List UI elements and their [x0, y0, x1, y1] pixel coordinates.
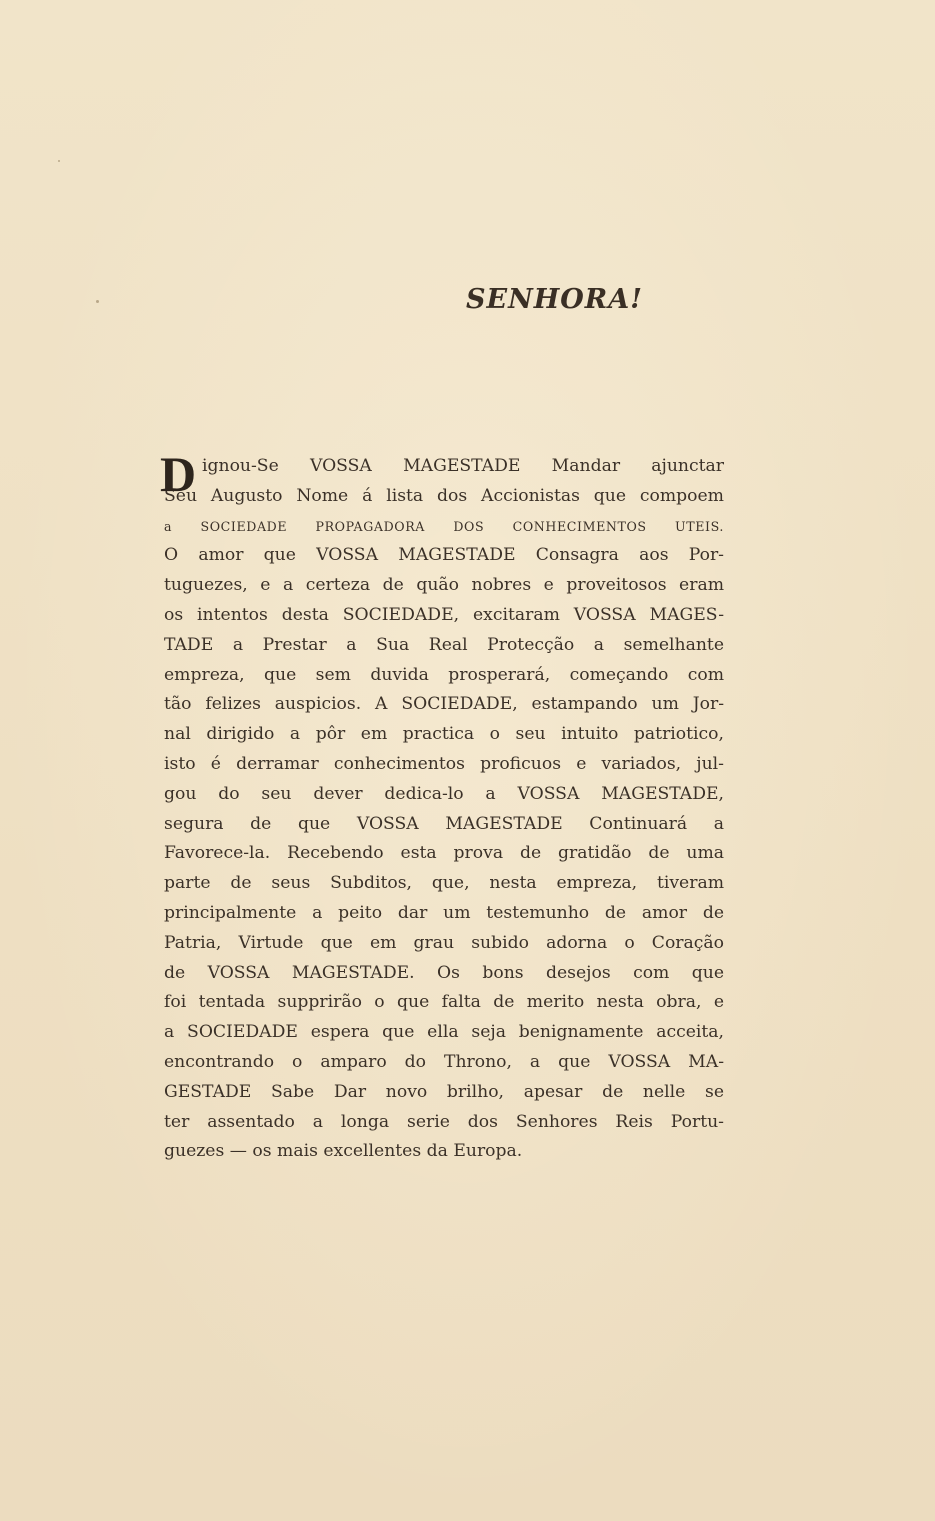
text-line: os intentos desta SOCIEDADE, excitaram VOSSA MAGES- — [164, 604, 724, 625]
text-line: a SOCIEDADE espera que ella seja benignamente acceita, — [164, 1022, 724, 1043]
text-line: guezes — os mais excellentes da Europa. — [164, 1141, 523, 1162]
text-line: TADE a Prestar a Sua Real Protecção a semelhante — [164, 634, 724, 655]
text-line: foi tentada supprirão o que falta de merito nesta obra, e — [164, 992, 724, 1013]
text-line: de VOSSA MAGESTADE. Os bons desejos com que — [164, 962, 724, 983]
text-line: nal dirigido a pôr em practica o seu intuito patriotico, — [164, 724, 724, 745]
page-heading: SENHORA! — [466, 284, 644, 315]
text-line: GESTADE Sabe Dar novo brilho, apesar de nelle se — [164, 1081, 724, 1102]
dedication-text — [160, 446, 724, 1167]
text-line: isto é derramar conhecimentos proficuos e variados, jul- — [164, 753, 724, 774]
text-line: O amor que VOSSA MAGESTADE Consagra aos Por- — [164, 545, 724, 566]
text-line: parte de seus Subditos, que, nesta empreza, tiveram — [164, 873, 724, 894]
text-line: empreza, que sem duvida prosperará, começando com — [164, 664, 724, 685]
paper-speck — [96, 300, 99, 303]
text-line: a SOCIEDADE PROPAGADORA DOS CONHECIMENTOS UTEIS. — [164, 518, 724, 534]
text-line: tão felizes auspicios. A SOCIEDADE, estampando um Jor- — [164, 694, 724, 715]
text-line: Seu Augusto Nome á lista dos Accionistas que compoem — [164, 485, 724, 506]
text-line: encontrando o amparo do Throno, a que VOSSA MA- — [164, 1051, 724, 1072]
text-line: tuguezes, e a certeza de quão nobres e proveitosos eram — [164, 575, 724, 596]
text-line: segura de que VOSSA MAGESTADE Continuará a — [164, 813, 724, 834]
text-line: Favorece-la. Recebendo esta prova de gratidão de uma — [164, 843, 724, 864]
text-line: gou do seu dever dedica-lo a VOSSA MAGESTADE, — [164, 783, 724, 804]
drop-cap: D — [160, 446, 197, 502]
text-line: Patria, Virtude que em grau subido adorna o Coração — [164, 932, 724, 953]
text-line: D ignou-Se VOSSA MAGESTADE Mandar ajunctar — [160, 446, 724, 502]
text-line: principalmente a peito dar um testemunho de amor de — [164, 902, 724, 923]
text-line: ter assentado a longa serie dos Senhores Reis Portu- — [164, 1111, 724, 1132]
paper-speck — [58, 160, 60, 162]
